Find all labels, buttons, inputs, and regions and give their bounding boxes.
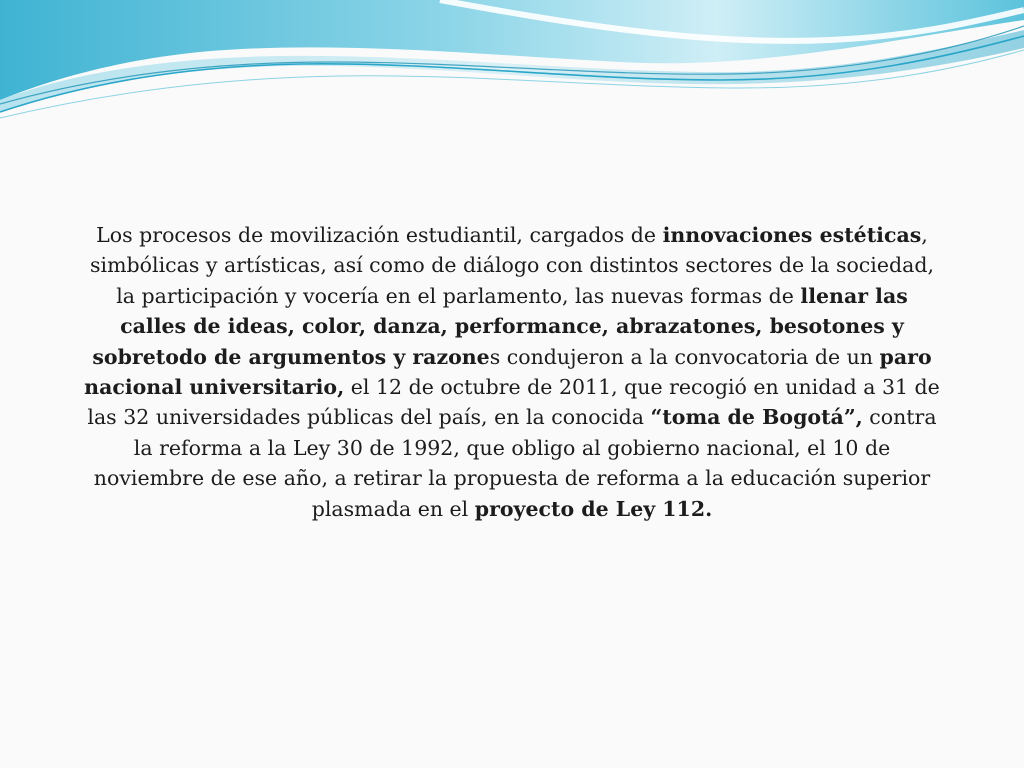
- bold-proyecto-ley: proyecto de Ley 112.: [474, 496, 713, 521]
- paragraph-text-3: s condujeron a la convocatoria de un: [489, 344, 880, 369]
- wave-line-3: [0, 50, 1024, 118]
- decorative-wave-header: [0, 0, 1024, 130]
- bold-toma-bogota: “toma de Bogotá”,: [650, 405, 863, 430]
- bold-llenar-calles: llenar las calles de ideas, color, danza, performance, abrazatones, besotones y sobretodo de argumentos y razone: [92, 283, 908, 369]
- paragraph-text-4: el 12 de octubre de 2011, que recogió en unidad a 31 de las 32 universidades públicas del país, en la conocida: [87, 375, 940, 430]
- bold-paro-nacional: paro nacional universitario,: [84, 344, 932, 400]
- bold-innovaciones: innovaciones estéticas: [662, 223, 922, 247]
- paragraph-text-2: , simbólicas y artísticas, así como de diálogo con distintos sectores de la sociedad, la participación y vocería en el parlamento, las nuevas formas de: [90, 223, 934, 308]
- paragraph-text-5: contra la reforma a la Ley 30 de 1992, que obligo al gobierno nacional, el 10 de noviembre de ese año, a retirar la propuesta de reforma a la educación superior plasmada en el: [93, 405, 937, 521]
- main-paragraph: [80, 220, 944, 524]
- paragraph-text-1: Los procesos de movilización estudiantil, cargados de: [96, 223, 663, 247]
